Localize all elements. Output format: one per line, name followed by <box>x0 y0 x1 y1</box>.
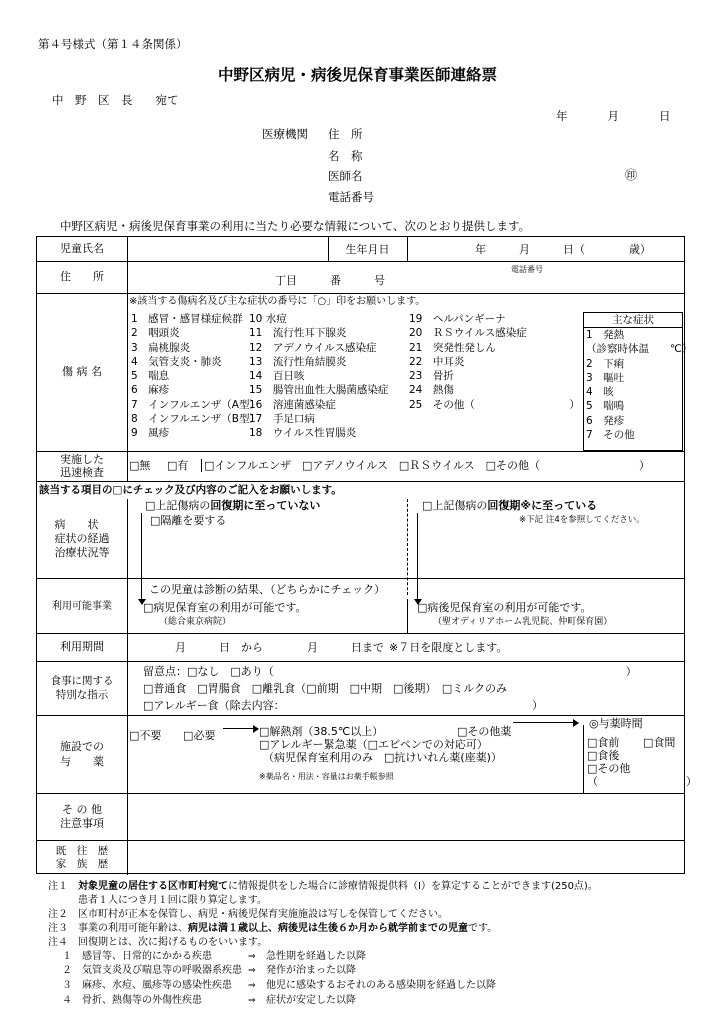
period-limit-note: ※７日を限度とします。 <box>389 641 508 654</box>
main-symptoms-box <box>583 312 693 451</box>
recovery-definition: ４ 骨折、熱傷等の外傷性疾患 ⇒ 症状が安定した以降 <box>62 995 356 1007</box>
seal-mark: ㊞ <box>625 168 638 182</box>
not-recovered-bold: 回復期に至っていない <box>210 499 321 512</box>
diagnosis-note: この児童は診断の結果、（どちらかにチェック） <box>149 583 386 596</box>
disease-item: 4 気管支炎・肺炎 <box>131 355 222 368</box>
disease-item: 23 骨折 <box>409 370 454 383</box>
disease-item: 3 扁桃腺炎 <box>131 341 191 354</box>
symptom-item: （診察時体温 ℃） <box>586 343 693 356</box>
disease-label: 傷 病 名 <box>62 365 102 379</box>
disease-item: 21 突発性発しん <box>409 341 496 354</box>
allergy-emergency-checkbox[interactable]: □アレルギー緊急薬（□エピペンでの対応可） <box>259 738 488 751</box>
other-notes-field[interactable] <box>128 794 684 840</box>
rapid-test-none-checkbox[interactable]: □無 <box>129 459 151 472</box>
not-recovered-checkbox[interactable] <box>145 499 320 512</box>
timing-between-meals[interactable]: □食間 <box>643 736 676 749</box>
disease-item: 5 喘息 <box>131 370 170 383</box>
symptom-item: 3 嘔吐 <box>586 371 625 384</box>
page-title: 中野区病児・病後児保育事業医師連絡票 <box>217 66 497 84</box>
disease-item: 9 風疹 <box>131 427 170 440</box>
medication-not-needed-checkbox[interactable]: □不要 <box>129 729 162 742</box>
symptom-item: 1 発熱 <box>586 329 625 341</box>
intro-text: 中野区病児・病後児保育事業の利用に当たり必要な情報について、次のとおり提供します。 <box>60 219 531 233</box>
facility-label: 利用可能事業 <box>52 600 112 612</box>
birth-date-label: 生年月日 <box>345 243 390 256</box>
date-day: 日 <box>659 109 671 123</box>
phone-label: 電話番号 <box>328 190 374 204</box>
medication-needed-arrow <box>223 728 253 729</box>
meal-type-line[interactable]: □普通食 □胃腸食 □離乳食（□前期 □中期 □後期） □ミルクのみ <box>143 682 508 695</box>
symptom-item: 5 喘鳴 <box>586 400 625 413</box>
disease-item: 24 熱傷 <box>409 384 454 397</box>
timing-before-meal[interactable]: □食前 <box>587 736 620 749</box>
symptoms-list <box>586 328 692 442</box>
medication-label: 施設での 与 薬 <box>60 740 104 768</box>
address-field[interactable]: 丁目 番 号 <box>275 274 385 287</box>
footer-notes <box>48 880 708 1009</box>
disease-item: 2 咽頭炎 <box>131 327 180 340</box>
antipyretic-checkbox[interactable]: □解熱剤（38.5℃以上） <box>259 725 384 738</box>
disease-item: 22 中耳炎 <box>409 355 465 368</box>
timing-other-paren: （ ） <box>587 775 697 788</box>
recovered-arrow <box>417 513 418 599</box>
timing-title: ◎与薬時間 <box>589 717 643 730</box>
not-recovered-arrow <box>141 513 142 599</box>
disease-item: 20 ＲＳウイルス感染症 <box>409 327 527 340</box>
disease-item: 15 腸管出血性大腸菌感染症 <box>249 384 389 397</box>
disease-column-3 <box>409 312 580 412</box>
rapid-test-label <box>37 452 127 481</box>
rapid-test-options[interactable]: □インフルエンザ □アデノウイルス □ＲＳウイルス □その他（ ） <box>201 459 650 472</box>
period-label: 利用期間 <box>60 640 104 654</box>
address-label: 住 所 <box>60 270 104 284</box>
sick-child-room-facility: （総合東京病院） <box>159 617 232 627</box>
disease-item: 25 その他（ ） <box>409 398 580 411</box>
note-line: 患者１人につき月１回に限り算定します。 <box>48 894 267 906</box>
disease-item: 14 百日咳 <box>249 370 305 383</box>
symptom-item: 2 下痢 <box>586 357 625 370</box>
symptom-item: 6 発疹 <box>586 414 625 427</box>
disease-item: 6 麻疹 <box>131 384 170 397</box>
disease-item: 7 インフルエンザ（A型） <box>131 398 260 411</box>
addressee: 中 野 区 長 宛て <box>52 93 179 107</box>
note-line: 注１ 対象児童の居住する区市町村宛てに情報提供をした場合に診療情報提供料（Ⅰ）を算定することができます(250点)。 <box>48 881 598 892</box>
check-instruction: 該当する項目の□にチェック及び内容のご記入をお願いします。 <box>39 484 342 496</box>
disease-item: 11 流行性耳下腺炎 <box>249 327 347 340</box>
note-line: 注３ 事業の利用可能年齢は、病児は満１歳以上、病後児は生後６か月から就学前までの児童です。 <box>48 922 498 934</box>
disease-item: 17 手足口病 <box>249 413 315 426</box>
recovering-child-room-checkbox[interactable]: □病後児保育室の利用が可能です。 <box>417 601 592 614</box>
child-name-field[interactable] <box>128 237 328 261</box>
medication-timing-arrow <box>513 722 573 723</box>
institution-address-label: 住 所 <box>328 127 363 141</box>
note-line: 注２ 区市町村が正本を保管し、病児・病後児保育実施施設は写しを保管してください。 <box>48 908 448 920</box>
disease-item: 19 ヘルパンギーナ <box>409 313 506 325</box>
condition-label: 病 状 症状の経過 治療状況等 <box>54 517 110 560</box>
medication-needed-checkbox[interactable]: □必要 <box>183 729 216 742</box>
birth-date-field[interactable]: 年 月 日（ 歳） <box>475 243 651 256</box>
recovery-definition: ３ 麻疹、水痘、風疹等の感染性疾患 ⇒ 他児に感染するおそれのある感染期を経過した以降 <box>62 980 496 992</box>
sick-child-room-checkbox[interactable]: □病児保育室の利用が可能です。 <box>143 601 307 614</box>
medicine-notebook-note: ※薬品名・用法・容量はお薬手帳参照 <box>259 772 394 781</box>
date-year: 年 <box>556 109 568 123</box>
disease-item: 18 ウイルス性胃腸炎 <box>249 427 357 440</box>
history-label: 既 往 歴 家 族 歴 <box>55 844 109 870</box>
disease-item: 1 感冒・感冒様症候群 <box>131 313 243 325</box>
medical-institution-label: 医療機関 <box>262 127 308 141</box>
date-month: 月 <box>607 109 619 123</box>
anticonvulsant-checkbox[interactable]: （病児保育室利用のみ □抗けいれん薬(座薬)） <box>263 751 502 764</box>
other-medicine-checkbox[interactable]: □その他薬 <box>457 725 512 738</box>
child-name-label: 児童氏名 <box>60 241 104 255</box>
disease-item: 10 水痘 <box>249 313 287 325</box>
doctor-name-label: 医師名 <box>328 169 363 183</box>
symptoms-title: 主な症状 <box>584 313 682 328</box>
child-phone-label: 電話番号 <box>511 265 543 274</box>
liaison-form-table <box>36 236 697 874</box>
period-field[interactable]: 月 日 から 月 日まで <box>175 641 384 654</box>
date-line <box>556 110 671 124</box>
recovered-check-text: □上記傷病の <box>422 499 488 512</box>
recovery-note-ref: ※下記 注4を参照してください。 <box>519 515 645 525</box>
disease-item: 8 インフルエンザ（B型） <box>131 413 260 426</box>
meal-notes-line[interactable]: 留意点：□なし □あり（ ） <box>143 665 637 678</box>
rapid-test-label-text: 実施した迅速検査 <box>60 453 104 479</box>
rapid-test-yes-checkbox[interactable]: □有 <box>167 459 189 472</box>
other-notes-label: そ の 他 注意事項 <box>60 802 104 830</box>
institution-name-label: 名 称 <box>328 149 363 163</box>
form-number: 第４号様式（第１４条関係） <box>38 37 188 51</box>
recovered-checkbox[interactable] <box>422 499 597 512</box>
history-field[interactable] <box>128 841 684 875</box>
symptom-item: 7 その他 <box>586 429 635 442</box>
disease-item: 16 溶連菌感染症 <box>249 398 336 411</box>
timing-other[interactable]: □その他 <box>587 762 631 775</box>
disease-item: 13 流行性角結膜炎 <box>249 355 347 368</box>
disease-item: 12 アデノウイルス感染症 <box>249 341 377 354</box>
disease-column-2 <box>249 312 388 441</box>
allergy-meal-line[interactable]: □アレルギー食（除去内容： ） <box>143 699 544 712</box>
meal-label: 食事に関する 特別な指示 <box>50 674 114 701</box>
disease-instruction: ※該当する傷病名及び主な症状の番号に「○」印をお願いします。 <box>129 296 426 307</box>
recovery-definition: ２ 気管支炎及び喘息等の呼吸器系疾患 ⇒ 発作が治まった以降 <box>62 965 356 977</box>
note-line: 注４ 回復期とは、次に掲げるものをいいます。 <box>48 936 268 948</box>
recovered-bold: 回復期※に至っている <box>487 499 598 512</box>
symptom-item: 4 咳 <box>586 386 614 399</box>
recovery-definition: １ 感冒等、日常的にかかる疾患 ⇒ 急性期を経過した以降 <box>62 950 366 962</box>
disease-column-1 <box>131 312 260 441</box>
timing-after-meal[interactable]: □食後 <box>587 749 620 762</box>
recovering-child-room-facility: （聖オディリアホーム乳児院、仲町保育園） <box>433 617 613 627</box>
isolation-checkbox[interactable]: □隔離を要する <box>150 514 227 527</box>
not-recovered-check-text: □上記傷病の <box>145 499 211 512</box>
